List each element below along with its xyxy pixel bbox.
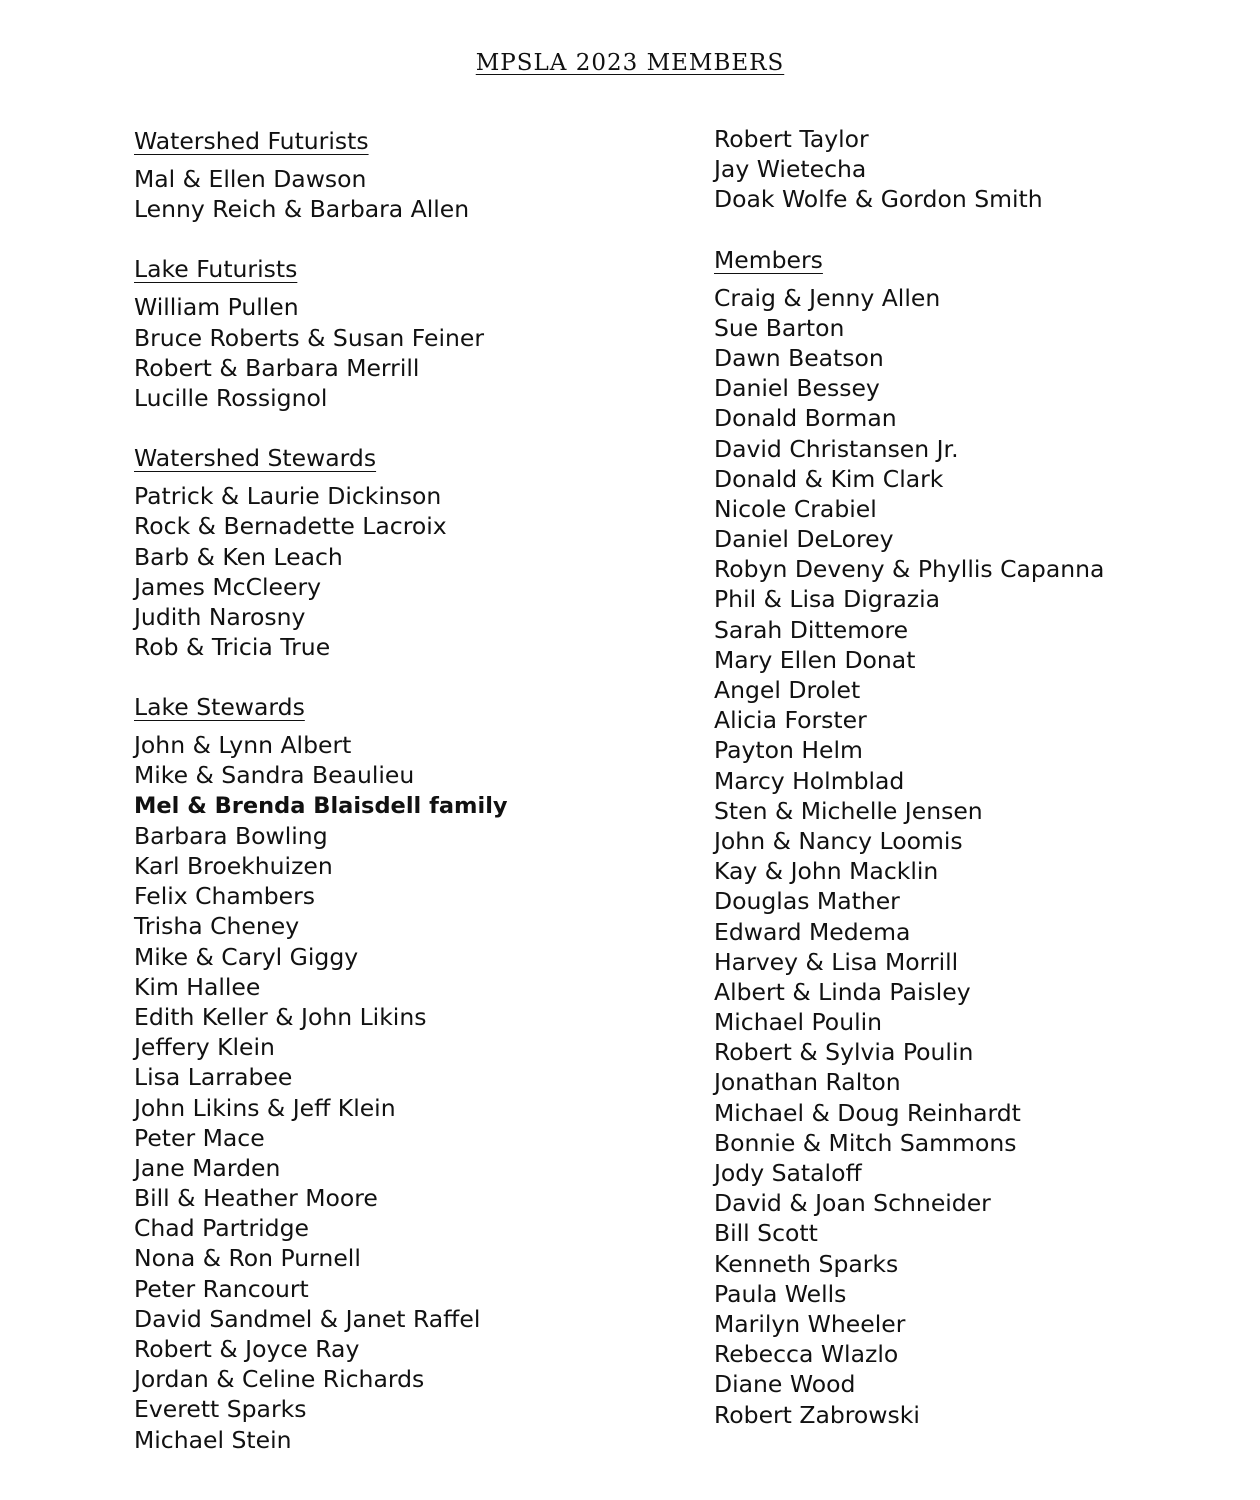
- member-name: Payton Helm: [714, 736, 863, 765]
- member-name: Lucille Rossignol: [134, 383, 328, 412]
- member-name: Rebecca Wlazlo: [714, 1340, 899, 1369]
- member-name: Mel & Brenda Blaisdell family: [134, 792, 508, 819]
- member-name: Barb & Ken Leach: [134, 542, 343, 571]
- member-name: Harvey & Lisa Morrill: [714, 947, 959, 976]
- member-name: Kenneth Sparks: [714, 1249, 899, 1278]
- member-name: Doak Wolfe & Gordon Smith: [714, 185, 1043, 214]
- member-name: Nona & Ron Purnell: [134, 1244, 361, 1273]
- member-name: Mike & Caryl Giggy: [134, 942, 359, 971]
- member-name: Patrick & Laurie Dickinson: [134, 482, 442, 511]
- member-name: Mike & Sandra Beaulieu: [134, 761, 415, 790]
- member-name: Michael Stein: [134, 1425, 292, 1454]
- member-name: Phil & Lisa Digrazia: [714, 585, 940, 614]
- member-section: [134, 126, 674, 224]
- member-name: Edward Medema: [714, 917, 911, 946]
- member-name: Sarah Dittemore: [714, 615, 909, 644]
- member-name: Diane Wood: [714, 1370, 856, 1399]
- member-name: Peter Rancourt: [134, 1274, 309, 1303]
- section-heading: Lake Futurists: [134, 255, 298, 284]
- member-name: Nicole Crabiel: [714, 494, 877, 523]
- member-name: Paula Wells: [714, 1279, 847, 1308]
- member-name: Jeffery Klein: [134, 1033, 275, 1062]
- member-name: Daniel Bessey: [714, 374, 880, 403]
- member-name: David Christansen Jr.: [714, 434, 959, 463]
- member-name: Barbara Bowling: [134, 821, 328, 850]
- member-name: Rob & Tricia True: [134, 633, 331, 662]
- member-name: James McCleery: [134, 572, 322, 601]
- member-section: [714, 245, 1234, 1430]
- member-name: Michael & Doug Reinhardt: [714, 1098, 1021, 1127]
- member-name: John Likins & Jeff Klein: [134, 1093, 396, 1122]
- member-name: Marcy Holmblad: [714, 766, 905, 795]
- member-name: Donald & Kim Clark: [714, 464, 944, 493]
- member-name: Albert & Linda Paisley: [714, 977, 971, 1006]
- member-name: John & Lynn Albert: [134, 731, 352, 760]
- member-name: Daniel DeLorey: [714, 525, 894, 554]
- section-heading: Watershed Futurists: [134, 127, 369, 155]
- member-name: Robert & Sylvia Poulin: [714, 1038, 974, 1067]
- member-name: Mary Ellen Donat: [714, 645, 916, 674]
- member-name: Robert Taylor: [714, 125, 869, 153]
- section-heading: Lake Stewards: [134, 693, 305, 722]
- member-name: Bonnie & Mitch Sammons: [714, 1128, 1017, 1157]
- member-name: Robert & Joyce Ray: [134, 1335, 360, 1363]
- member-name: Jane Marden: [134, 1153, 281, 1182]
- member-name: David & Joan Schneider: [714, 1189, 991, 1218]
- member-name: Trisha Cheney: [134, 912, 300, 941]
- member-name: Bruce Roberts & Susan Feiner: [134, 323, 484, 352]
- member-name: Mal & Ellen Dawson: [134, 165, 367, 193]
- member-name: Marilyn Wheeler: [714, 1309, 906, 1338]
- member-name: Bill Scott: [714, 1219, 818, 1248]
- member-name: Edith Keller & John Likins: [134, 1002, 427, 1031]
- member-name: Robert Zabrowski: [714, 1400, 920, 1429]
- member-name: Dawn Beatson: [714, 343, 884, 372]
- member-name: John & Nancy Loomis: [714, 826, 963, 855]
- member-name: Everett Sparks: [134, 1395, 307, 1424]
- left-column: [134, 126, 674, 1485]
- section-heading: Watershed Stewards: [134, 444, 377, 473]
- member-section: [134, 692, 674, 1455]
- member-name: Bill & Heather Moore: [134, 1184, 378, 1213]
- member-name: Jonathan Ralton: [714, 1068, 901, 1097]
- member-name: Alicia Forster: [714, 706, 867, 735]
- member-section: [134, 443, 674, 662]
- page-title: [0, 50, 1260, 76]
- member-name: Rock & Bernadette Lacroix: [134, 512, 447, 541]
- member-name: Jody Sataloff: [714, 1159, 862, 1187]
- member-name: Donald Borman: [714, 404, 897, 433]
- member-name: Douglas Mather: [714, 887, 900, 916]
- member-name: Lenny Reich & Barbara Allen: [134, 195, 470, 224]
- member-name: Chad Partridge: [134, 1214, 309, 1243]
- member-name: Judith Narosny: [134, 602, 306, 631]
- member-name: Peter Mace: [134, 1123, 265, 1152]
- member-name: Lisa Larrabee: [134, 1063, 293, 1092]
- member-name: Robert & Barbara Merrill: [134, 353, 420, 382]
- member-name: Kay & John Macklin: [714, 857, 939, 886]
- member-name: Jordan & Celine Richards: [134, 1365, 425, 1394]
- member-section: [134, 254, 674, 413]
- member-name: Kim Hallee: [134, 972, 261, 1001]
- member-name: William Pullen: [134, 293, 299, 322]
- member-name: Jay Wietecha: [714, 155, 867, 184]
- section-heading: Members: [714, 245, 823, 274]
- right-column: [714, 124, 1234, 1460]
- member-name: Sue Barton: [714, 313, 845, 342]
- member-name: Felix Chambers: [134, 882, 316, 911]
- member-name: Karl Broekhuizen: [134, 852, 333, 880]
- member-name: Sten & Michelle Jensen: [714, 796, 983, 825]
- page-title-text: MPSLA 2023 MEMBERS: [475, 50, 785, 76]
- member-name: Angel Drolet: [714, 676, 861, 704]
- member-name: Robyn Deveny & Phyllis Capanna: [714, 555, 1105, 584]
- member-name: Craig & Jenny Allen: [714, 283, 941, 312]
- member-name: David Sandmel & Janet Raffel: [134, 1304, 481, 1333]
- member-name: Michael Poulin: [714, 1008, 883, 1037]
- member-section-continued: [714, 124, 1234, 215]
